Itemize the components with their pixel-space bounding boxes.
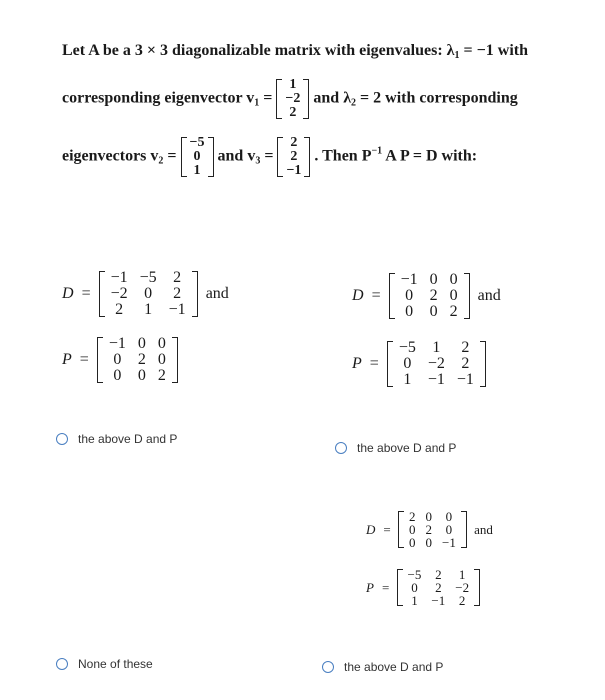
matrix-entry: 1 <box>289 77 297 92</box>
matrix-entry: 2 <box>435 580 442 595</box>
matrix-row <box>404 536 461 549</box>
question-text-1-end: = −1 with <box>459 42 528 59</box>
matrix-entry: 0 <box>408 522 416 537</box>
question-text-3: eigenvectors v <box>62 147 159 165</box>
d-label: D <box>352 287 364 304</box>
matrix-entry: 1 <box>144 301 153 318</box>
matrix-entry: 0 <box>445 522 453 537</box>
matrix-entry: −1 <box>168 301 186 318</box>
matrix-entry: 2 <box>429 287 438 304</box>
matrix-entry: 1 <box>403 371 412 388</box>
equals: = <box>369 355 379 372</box>
matrix-row <box>395 272 464 288</box>
matrix-row <box>105 270 192 286</box>
matrix-entry: 1 <box>458 567 466 582</box>
option-3-d-matrix <box>366 510 493 549</box>
and-text: and <box>477 287 501 304</box>
equals: = <box>79 351 89 368</box>
equals: = <box>81 285 91 302</box>
and-text: and <box>205 285 229 302</box>
matrix-entry: 2 <box>289 105 297 120</box>
matrix-entry: 2 <box>408 509 416 524</box>
equals: = <box>381 579 390 595</box>
matrix-entry: 2 <box>458 593 466 608</box>
radio-button[interactable] <box>56 658 68 670</box>
radio-button[interactable] <box>335 442 347 454</box>
question-text-2-end: = 2 with corresponding <box>356 89 518 107</box>
matrix-entry: −1 <box>108 335 126 352</box>
matrix-p <box>387 340 486 388</box>
subscript: 1 <box>454 50 460 61</box>
matrix-entry: −2 <box>285 91 301 106</box>
matrix-entry: 2 <box>173 269 182 286</box>
vector-v1 <box>276 78 309 120</box>
matrix-row <box>395 288 464 304</box>
option-4-choice[interactable] <box>56 657 153 671</box>
matrix-entry: −1 <box>400 271 418 288</box>
matrix-entry: 2 <box>435 567 442 582</box>
subscript: 2 <box>158 155 164 167</box>
matrix-row <box>283 164 304 178</box>
option-1-choice[interactable] <box>56 432 177 446</box>
matrix-entry: 0 <box>449 287 458 304</box>
matrix-entry: −1 <box>441 535 456 550</box>
option-label: the above D and P <box>344 660 444 674</box>
option-2-choice[interactable] <box>335 441 456 455</box>
subscript: 1 <box>254 97 260 109</box>
matrix-row <box>403 594 475 607</box>
matrix-row <box>393 356 480 372</box>
question-text-2-mid: and λ <box>313 89 352 107</box>
matrix-row <box>103 352 172 368</box>
matrix-entry: 0 <box>425 535 432 550</box>
d-label: D <box>62 285 74 302</box>
matrix-row <box>187 164 208 178</box>
matrix-row <box>187 150 208 164</box>
matrix-row <box>395 304 464 320</box>
matrix-entry: −5 <box>407 567 422 582</box>
matrix-entry: −2 <box>455 580 470 595</box>
matrix-row <box>103 336 172 352</box>
matrix-entry: −2 <box>110 285 128 302</box>
matrix-entry: 0 <box>113 367 122 384</box>
option-1-d-matrix <box>62 270 229 318</box>
vector-v3 <box>277 136 310 178</box>
matrix-entry: 2 <box>461 355 470 372</box>
matrix-entry: −1 <box>431 593 446 608</box>
matrix-entry: 0 <box>449 271 458 288</box>
d-label: D <box>366 521 376 537</box>
subscript: 3 <box>255 155 261 167</box>
matrix-row <box>187 136 208 150</box>
matrix-entry: 1 <box>432 339 441 356</box>
vector-v2 <box>181 136 214 178</box>
matrix-row <box>393 340 480 356</box>
equals: = <box>163 147 181 165</box>
matrix-row <box>282 78 303 92</box>
equals: = <box>259 89 277 107</box>
matrix-entry: −1 <box>427 371 445 388</box>
matrix-row <box>282 92 303 106</box>
matrix-d <box>389 272 470 320</box>
matrix-entry: −5 <box>189 135 205 150</box>
option-1-p-matrix <box>62 336 178 384</box>
question-text-3-end-a: . Then P <box>314 147 372 165</box>
equals: = <box>371 287 381 304</box>
option-2-p-matrix <box>352 340 486 388</box>
matrix-entry: 0 <box>137 335 146 352</box>
matrix-row <box>105 286 192 302</box>
option-label: the above D and P <box>78 432 178 446</box>
p-label: P <box>62 351 72 368</box>
matrix-entry: 0 <box>429 303 438 320</box>
question-line-2 <box>62 78 518 120</box>
matrix-entry: −1 <box>110 269 128 286</box>
equals: = <box>383 521 391 537</box>
p-label: P <box>366 579 374 595</box>
matrix-entry: 1 <box>411 593 418 608</box>
matrix-entry: 2 <box>449 303 458 320</box>
question-line-1 <box>62 42 528 61</box>
matrix-row <box>103 368 172 384</box>
matrix-p <box>97 336 178 384</box>
matrix-entry: 2 <box>290 149 298 164</box>
question-text-1: Let A be a 3 × 3 diagonalizable matrix with eigenvalues: λ <box>62 42 455 59</box>
question-text-3-mid: and v <box>217 147 256 165</box>
equals: = <box>260 147 278 165</box>
matrix-entry: 2 <box>173 285 182 302</box>
question-text-3-end-b: A P = D with: <box>382 147 478 165</box>
matrix-entry: 0 <box>137 367 146 384</box>
superscript: −1 <box>371 145 383 157</box>
matrix-entry: 0 <box>425 509 432 524</box>
matrix-entry: 0 <box>193 149 201 164</box>
matrix-entry: 2 <box>290 135 298 150</box>
matrix-entry: 0 <box>445 509 453 524</box>
radio-button[interactable] <box>322 661 334 673</box>
matrix-entry: 0 <box>157 335 166 352</box>
matrix-entry: 0 <box>403 355 412 372</box>
matrix-row <box>282 106 303 120</box>
option-3-p-matrix <box>366 568 480 607</box>
matrix-entry: 2 <box>425 522 432 537</box>
matrix-entry: 0 <box>429 271 438 288</box>
matrix-entry: 0 <box>113 351 122 368</box>
matrix-p <box>397 568 481 607</box>
matrix-row <box>283 150 304 164</box>
question-text-2: corresponding eigenvector v <box>62 89 255 107</box>
option-label: the above D and P <box>357 441 457 455</box>
matrix-entry: 2 <box>461 339 470 356</box>
matrix-entry: 0 <box>405 287 414 304</box>
matrix-entry: 2 <box>137 351 146 368</box>
option-2-d-matrix <box>352 272 501 320</box>
option-label: None of these <box>78 657 153 671</box>
matrix-entry: 2 <box>115 301 124 318</box>
and-text: and <box>474 521 493 537</box>
option-3-choice[interactable] <box>322 660 443 674</box>
matrix-d <box>398 510 467 549</box>
subscript: 2 <box>351 97 357 109</box>
matrix-entry: −5 <box>139 269 157 286</box>
matrix-entry: 1 <box>193 163 201 178</box>
matrix-entry: 0 <box>405 303 414 320</box>
matrix-entry: −5 <box>398 339 416 356</box>
matrix-row <box>105 302 192 318</box>
matrix-row <box>283 136 304 150</box>
p-label: P <box>352 355 362 372</box>
matrix-entry: −1 <box>286 163 302 178</box>
matrix-entry: 0 <box>157 351 166 368</box>
matrix-entry: 0 <box>144 285 153 302</box>
matrix-entry: −1 <box>456 371 474 388</box>
matrix-row <box>393 372 480 388</box>
matrix-entry: −2 <box>427 355 445 372</box>
matrix-entry: 2 <box>157 367 166 384</box>
matrix-entry: 0 <box>411 580 418 595</box>
matrix-d <box>99 270 198 318</box>
question-line-3 <box>62 136 477 178</box>
radio-button[interactable] <box>56 433 68 445</box>
matrix-entry: 0 <box>408 535 416 550</box>
